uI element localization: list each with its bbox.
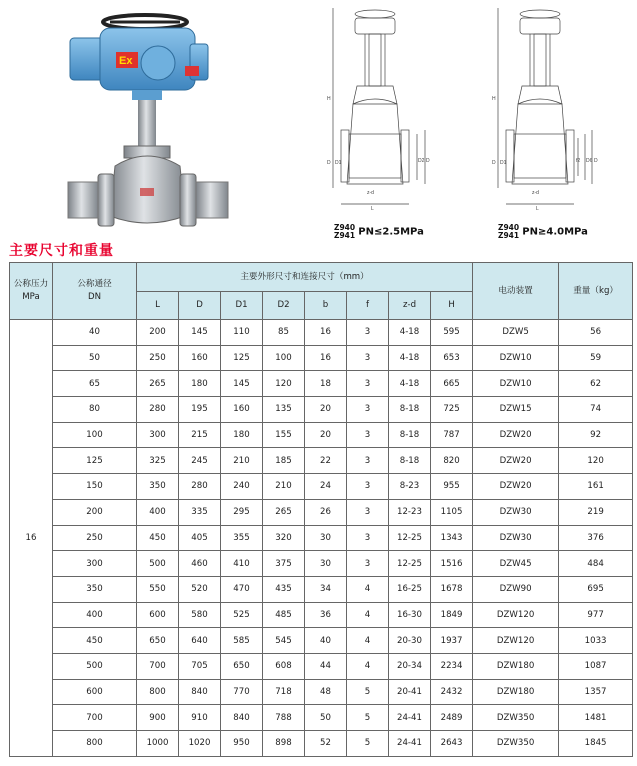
table-cell: DZW10 — [473, 371, 559, 397]
table-cell: 585 — [221, 628, 263, 654]
table-cell: DZW180 — [473, 679, 559, 705]
header-dim-d: D — [179, 292, 221, 320]
header-dim-d1: D1 — [221, 292, 263, 320]
table-cell: 30 — [305, 525, 347, 551]
table-cell: 8-18 — [389, 422, 431, 448]
table-cell: 2432 — [431, 679, 473, 705]
table-cell: 150 — [53, 474, 137, 500]
table-cell: 240 — [221, 474, 263, 500]
table-cell: 280 — [179, 474, 221, 500]
table-cell: 2489 — [431, 705, 473, 731]
table-cell: DZW350 — [473, 731, 559, 757]
table-cell: 898 — [263, 731, 305, 757]
table-cell: 4-18 — [389, 371, 431, 397]
table-cell: 2643 — [431, 731, 473, 757]
table-cell: DZW120 — [473, 628, 559, 654]
table-row — [10, 422, 633, 448]
table-cell: 50 — [305, 705, 347, 731]
table-cell: 3 — [347, 474, 389, 500]
table-cell: 705 — [179, 653, 221, 679]
table-cell: 400 — [53, 602, 137, 628]
table-cell: 300 — [53, 551, 137, 577]
table-cell: 195 — [179, 397, 221, 423]
table-cell: 820 — [431, 448, 473, 474]
table-cell: 355 — [221, 525, 263, 551]
table-cell: 100 — [263, 345, 305, 371]
table-cell: 200 — [53, 499, 137, 525]
pn-label: PN≤2.5MPa — [358, 226, 424, 238]
svg-text:H: H — [327, 96, 331, 102]
svg-text:D: D — [327, 160, 331, 166]
table-cell: 1020 — [179, 731, 221, 757]
table-cell: 600 — [53, 679, 137, 705]
table-row — [10, 499, 633, 525]
caption-pn25 — [334, 224, 424, 240]
table-row — [10, 576, 633, 602]
header-dim-f: f — [347, 292, 389, 320]
table-cell: 800 — [53, 731, 137, 757]
table-cell: 92 — [559, 422, 633, 448]
table-cell: 3 — [347, 397, 389, 423]
table-cell: 85 — [263, 320, 305, 346]
table-cell: DZW20 — [473, 474, 559, 500]
table-cell: 5 — [347, 731, 389, 757]
table-cell: 580 — [179, 602, 221, 628]
table-cell: 484 — [559, 551, 633, 577]
table-row — [10, 320, 633, 346]
table-cell: 16-25 — [389, 576, 431, 602]
table-cell: 20-34 — [389, 653, 431, 679]
table-cell: 665 — [431, 371, 473, 397]
table-cell: 1937 — [431, 628, 473, 654]
table-cell: 840 — [179, 679, 221, 705]
table-cell: 718 — [263, 679, 305, 705]
table-cell: 525 — [221, 602, 263, 628]
table-cell: 34 — [305, 576, 347, 602]
table-cell: DZW350 — [473, 705, 559, 731]
table-cell: 640 — [179, 628, 221, 654]
table-cell: 245 — [179, 448, 221, 474]
table-cell: 155 — [263, 422, 305, 448]
table-cell: 36 — [305, 602, 347, 628]
svg-text:H: H — [492, 96, 496, 102]
table-cell: 725 — [431, 397, 473, 423]
table-cell: 1033 — [559, 628, 633, 654]
table-row — [10, 731, 633, 757]
table-cell: 460 — [179, 551, 221, 577]
table-cell: 20-30 — [389, 628, 431, 654]
table-cell: 20 — [305, 397, 347, 423]
header-dims-group: 主要外形尺寸和连接尺寸（mm） — [137, 263, 473, 292]
table-cell: 20 — [305, 422, 347, 448]
table-cell: 160 — [179, 345, 221, 371]
table-cell: 405 — [179, 525, 221, 551]
table-cell: 787 — [431, 422, 473, 448]
table-cell: 210 — [221, 448, 263, 474]
table-cell: 65 — [53, 371, 137, 397]
table-cell: 1481 — [559, 705, 633, 731]
table-row — [10, 371, 633, 397]
table-cell: 100 — [53, 422, 137, 448]
table-cell: 800 — [137, 679, 179, 705]
table-cell: DZW180 — [473, 653, 559, 679]
table-cell: 650 — [137, 628, 179, 654]
table-cell: 1105 — [431, 499, 473, 525]
table-cell: DZW15 — [473, 397, 559, 423]
table-cell: 250 — [137, 345, 179, 371]
table-cell: 650 — [221, 653, 263, 679]
table-cell: 608 — [263, 653, 305, 679]
svg-text:D1: D1 — [500, 160, 507, 166]
table-cell: 145 — [179, 320, 221, 346]
table-row — [10, 679, 633, 705]
table-cell: 550 — [137, 576, 179, 602]
header-diameter: 公称通径 DN — [53, 263, 137, 320]
table-cell: 12-23 — [389, 499, 431, 525]
caption-pn40 — [498, 224, 588, 240]
table-cell: 295 — [221, 499, 263, 525]
table-cell: 3 — [347, 345, 389, 371]
table-cell: 470 — [221, 576, 263, 602]
table-cell: 30 — [305, 551, 347, 577]
table-cell: 325 — [137, 448, 179, 474]
table-cell: 56 — [559, 320, 633, 346]
table-cell: 600 — [137, 602, 179, 628]
table-cell: 120 — [263, 371, 305, 397]
table-cell: 40 — [305, 628, 347, 654]
svg-text:L: L — [371, 206, 374, 212]
table-cell: 520 — [179, 576, 221, 602]
table-cell: 500 — [137, 551, 179, 577]
table-cell: 265 — [263, 499, 305, 525]
table-cell: 375 — [263, 551, 305, 577]
model-label: Z940 — [334, 223, 356, 232]
table-cell: 1087 — [559, 653, 633, 679]
table-cell: 4-18 — [389, 345, 431, 371]
table-cell: 40 — [53, 320, 137, 346]
table-row — [10, 602, 633, 628]
table-cell: 1343 — [431, 525, 473, 551]
valve-photo — [60, 6, 235, 234]
table-cell: 20-41 — [389, 679, 431, 705]
model-label: Z941 — [498, 231, 520, 240]
table-cell: 3 — [347, 320, 389, 346]
table-cell: 900 — [137, 705, 179, 731]
table-cell: DZW20 — [473, 448, 559, 474]
table-cell: 4 — [347, 576, 389, 602]
table-cell: 62 — [559, 371, 633, 397]
model-label: Z941 — [334, 231, 356, 240]
table-row — [10, 345, 633, 371]
table-cell: 24-41 — [389, 705, 431, 731]
table-cell: 840 — [221, 705, 263, 731]
table-cell: 450 — [53, 628, 137, 654]
table-cell: 485 — [263, 602, 305, 628]
table-cell: 350 — [53, 576, 137, 602]
svg-text:D: D — [594, 158, 598, 164]
table-cell: 410 — [221, 551, 263, 577]
table-cell: 210 — [263, 474, 305, 500]
table-cell: 265 — [137, 371, 179, 397]
header-dim-b: b — [305, 292, 347, 320]
table-cell: 376 — [559, 525, 633, 551]
table-row — [10, 653, 633, 679]
pressure-cell: 16 — [10, 320, 53, 757]
table-cell: 125 — [53, 448, 137, 474]
table-cell: 145 — [221, 371, 263, 397]
table-cell: 48 — [305, 679, 347, 705]
table-row — [10, 628, 633, 654]
table-cell: 250 — [53, 525, 137, 551]
table-cell: 400 — [137, 499, 179, 525]
table-row — [10, 705, 633, 731]
table-cell: 16 — [305, 345, 347, 371]
table-cell: 5 — [347, 705, 389, 731]
table-cell: 695 — [559, 576, 633, 602]
table-cell: 185 — [263, 448, 305, 474]
svg-text:D: D — [426, 158, 430, 164]
table-cell: 977 — [559, 602, 633, 628]
table-cell: 22 — [305, 448, 347, 474]
table-cell: 160 — [221, 397, 263, 423]
table-cell: 18 — [305, 371, 347, 397]
ex-badge: Ex — [119, 55, 133, 67]
table-cell: 110 — [221, 320, 263, 346]
header-dim-d2: D2 — [263, 292, 305, 320]
model-label: Z940 — [498, 223, 520, 232]
table-cell: 2234 — [431, 653, 473, 679]
table-cell: 3 — [347, 525, 389, 551]
table-cell: 12-25 — [389, 525, 431, 551]
table-cell: 180 — [179, 371, 221, 397]
table-cell: 450 — [137, 525, 179, 551]
table-cell: 52 — [305, 731, 347, 757]
table-cell: 16 — [305, 320, 347, 346]
table-cell: 180 — [221, 422, 263, 448]
pn-label: PN≥4.0MPa — [522, 226, 588, 238]
table-cell: 50 — [53, 345, 137, 371]
table-row — [10, 551, 633, 577]
table-cell: 16-30 — [389, 602, 431, 628]
table-cell: 1000 — [137, 731, 179, 757]
header-dim-zd: z-d — [389, 292, 431, 320]
header-dim-h: H — [431, 292, 473, 320]
table-row — [10, 448, 633, 474]
table-cell: DZW45 — [473, 551, 559, 577]
table-cell: 24-41 — [389, 731, 431, 757]
table-cell: 320 — [263, 525, 305, 551]
table-cell: 135 — [263, 397, 305, 423]
table-cell: 4-18 — [389, 320, 431, 346]
table-cell: 1845 — [559, 731, 633, 757]
table-cell: 335 — [179, 499, 221, 525]
table-cell: DZW90 — [473, 576, 559, 602]
svg-text:L: L — [536, 206, 539, 212]
table-row — [10, 525, 633, 551]
drawing-pn25 — [325, 4, 440, 224]
svg-text:z-d: z-d — [367, 190, 374, 196]
header-pressure: 公称压力 MPa — [10, 263, 53, 320]
table-cell: 3 — [347, 448, 389, 474]
table-cell: 435 — [263, 576, 305, 602]
table-cell: 120 — [559, 448, 633, 474]
table-cell: 955 — [431, 474, 473, 500]
table-cell: 219 — [559, 499, 633, 525]
spec-table-body — [10, 320, 633, 757]
spec-table — [9, 262, 633, 757]
table-cell: DZW20 — [473, 422, 559, 448]
table-row — [10, 397, 633, 423]
table-cell: 24 — [305, 474, 347, 500]
table-cell: 8-18 — [389, 397, 431, 423]
table-cell: 8-18 — [389, 448, 431, 474]
table-cell: 910 — [179, 705, 221, 731]
table-cell: 4 — [347, 602, 389, 628]
table-cell: 1357 — [559, 679, 633, 705]
table-cell: DZW10 — [473, 345, 559, 371]
table-cell: 74 — [559, 397, 633, 423]
table-cell: DZW5 — [473, 320, 559, 346]
table-cell: DZW120 — [473, 602, 559, 628]
table-cell: 1516 — [431, 551, 473, 577]
table-cell: 280 — [137, 397, 179, 423]
header-actuator: 电动装置 — [473, 263, 559, 320]
table-cell: 300 — [137, 422, 179, 448]
table-cell: 1849 — [431, 602, 473, 628]
table-cell: 161 — [559, 474, 633, 500]
table-cell: 595 — [431, 320, 473, 346]
svg-text:D1: D1 — [335, 160, 342, 166]
table-cell: 3 — [347, 422, 389, 448]
table-cell: 3 — [347, 499, 389, 525]
table-cell: DZW30 — [473, 499, 559, 525]
table-cell: 4 — [347, 653, 389, 679]
svg-text:z-d: z-d — [532, 190, 539, 196]
table-cell: 950 — [221, 731, 263, 757]
table-cell: 200 — [137, 320, 179, 346]
table-cell: 215 — [179, 422, 221, 448]
table-cell: 788 — [263, 705, 305, 731]
svg-text:f2: f2 — [576, 158, 581, 164]
table-cell: 545 — [263, 628, 305, 654]
table-cell: 4 — [347, 628, 389, 654]
table-cell: 80 — [53, 397, 137, 423]
table-cell: 59 — [559, 345, 633, 371]
table-cell: 653 — [431, 345, 473, 371]
table-cell: 700 — [137, 653, 179, 679]
table-cell: 350 — [137, 474, 179, 500]
table-cell: 1678 — [431, 576, 473, 602]
table-cell: 44 — [305, 653, 347, 679]
section-title: 主要尺寸和重量 — [9, 243, 114, 259]
table-cell: 12-25 — [389, 551, 431, 577]
table-cell: 700 — [53, 705, 137, 731]
svg-text:D6: D6 — [586, 158, 593, 164]
table-cell: 770 — [221, 679, 263, 705]
table-row — [10, 474, 633, 500]
table-cell: 3 — [347, 551, 389, 577]
table-cell: 125 — [221, 345, 263, 371]
header-dim-l: L — [137, 292, 179, 320]
table-cell: 8-23 — [389, 474, 431, 500]
table-cell: 5 — [347, 679, 389, 705]
drawing-pn40 — [490, 4, 605, 224]
header-weight: 重量（kg） — [559, 263, 633, 320]
table-cell: DZW30 — [473, 525, 559, 551]
svg-text:D: D — [492, 160, 496, 166]
table-cell: 26 — [305, 499, 347, 525]
svg-text:D2: D2 — [418, 158, 425, 164]
table-cell: 500 — [53, 653, 137, 679]
table-cell: 3 — [347, 371, 389, 397]
